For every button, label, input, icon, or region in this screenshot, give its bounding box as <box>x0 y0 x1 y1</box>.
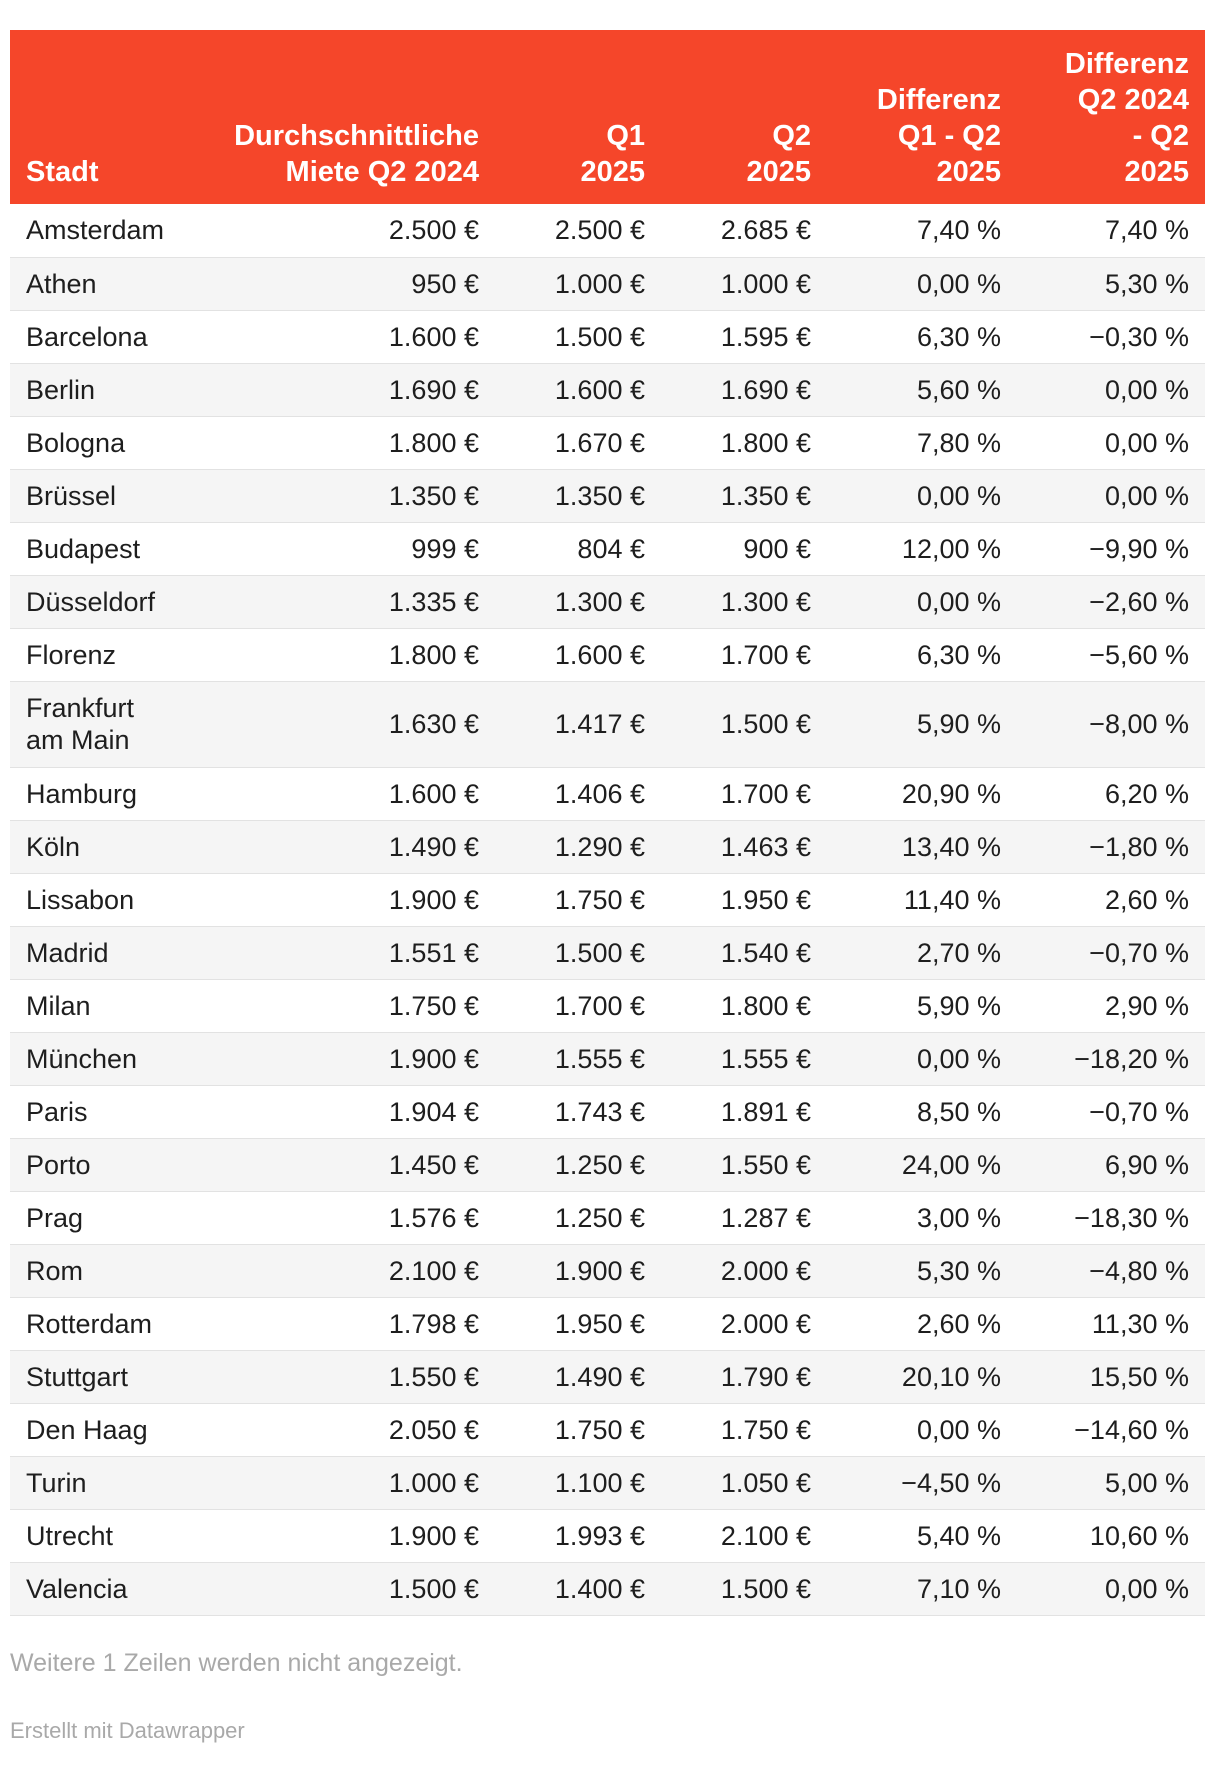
cell-differenz-q1-q2: 0,00 % <box>916 1414 1001 1445</box>
cell-differenz-q1-q2: 20,10 % <box>901 1361 1001 1392</box>
cell-differenz-q2-2024-q2-2025: −14,60 % <box>1074 1414 1189 1445</box>
cell-q1-2025: 1.417 € <box>554 709 645 739</box>
cell-miete-q2-2024: 1.000 € <box>388 1467 479 1498</box>
table-row <box>10 257 1205 310</box>
cell-differenz-q2-2024-q2-2025: 11,30 % <box>1091 1308 1189 1339</box>
cell-stadt: Stuttgart <box>26 1361 129 1392</box>
cell-q2-2025: 2.000 € <box>720 1308 811 1339</box>
cell-differenz-q2-2024-q2-2025: −18,30 % <box>1074 1202 1189 1233</box>
cell-q2-2025: 1.287 € <box>720 1202 811 1233</box>
cell-differenz-q2-2024-q2-2025: −8,00 % <box>1089 709 1189 739</box>
cell-miete-q2-2024: 1.690 € <box>388 374 479 405</box>
cell-q2-2025: 1.800 € <box>720 427 811 458</box>
cell-q1-2025: 1.600 € <box>554 374 645 405</box>
cell-differenz-q2-2024-q2-2025: 7,40 % <box>1104 215 1189 246</box>
cell-q1-2025: 1.350 € <box>554 480 645 511</box>
cell-stadt: Hamburg <box>26 778 138 809</box>
cell-differenz-q2-2024-q2-2025: 10,60 % <box>1089 1520 1189 1551</box>
cell-differenz-q1-q2: 8,50 % <box>916 1096 1001 1127</box>
cell-stadt: Milan <box>26 990 91 1021</box>
cell-miete-q2-2024: 1.800 € <box>388 639 479 670</box>
table-row <box>10 310 1205 363</box>
cell-miete-q2-2024: 1.490 € <box>388 831 479 862</box>
table-row <box>10 979 1205 1032</box>
cell-miete-q2-2024: 999 € <box>411 533 479 564</box>
cell-miete-q2-2024: 1.630 € <box>388 709 479 739</box>
cell-q2-2025: 1.700 € <box>720 639 811 670</box>
cell-differenz-q1-q2: 7,80 % <box>916 427 1001 458</box>
cell-q2-2025: 1.750 € <box>720 1414 811 1445</box>
cell-q2-2025: 1.790 € <box>720 1361 811 1392</box>
table-row <box>10 681 1205 767</box>
cell-q2-2025: 900 € <box>743 533 811 564</box>
cell-q2-2025: 1.000 € <box>720 268 811 299</box>
cell-q1-2025: 1.300 € <box>554 586 645 617</box>
cell-stadt: Paris <box>26 1096 88 1127</box>
cell-q2-2025: 1.500 € <box>720 709 811 739</box>
cell-q1-2025: 1.750 € <box>554 884 645 915</box>
cell-q2-2025: 1.950 € <box>720 884 811 915</box>
cell-stadt: Valencia <box>26 1573 128 1604</box>
cell-q1-2025: 1.750 € <box>554 1414 645 1445</box>
cell-q1-2025: 1.555 € <box>554 1043 645 1074</box>
cell-differenz-q2-2024-q2-2025: 5,30 % <box>1104 268 1189 299</box>
cell-stadt: Athen <box>26 268 97 299</box>
cell-q1-2025: 1.993 € <box>554 1520 645 1551</box>
table-row <box>10 1244 1205 1297</box>
cell-differenz-q1-q2: 5,90 % <box>916 990 1001 1021</box>
cell-differenz-q1-q2: 13,40 % <box>901 831 1001 862</box>
cell-q1-2025: 2.500 € <box>554 215 645 246</box>
cell-stadt: Den Haag <box>26 1414 148 1445</box>
table-row <box>10 416 1205 469</box>
table-row <box>10 204 1205 257</box>
datawrapper-credit[interactable]: Erstellt mit Datawrapper <box>10 1718 245 1743</box>
cell-stadt: Berlin <box>26 374 96 405</box>
cell-miete-q2-2024: 2.100 € <box>388 1255 479 1286</box>
table-row <box>10 1297 1205 1350</box>
cell-q1-2025: 1.400 € <box>554 1573 645 1604</box>
table-row <box>10 522 1205 575</box>
cell-stadt: Rom <box>26 1255 84 1286</box>
table-row <box>10 1509 1205 1562</box>
cell-q2-2025: 1.350 € <box>720 480 811 511</box>
cell-miete-q2-2024: 1.576 € <box>388 1202 479 1233</box>
cell-differenz-q1-q2: 6,30 % <box>916 639 1001 670</box>
column-header-q2-2025[interactable]: Q2 2025 <box>746 120 811 188</box>
cell-differenz-q2-2024-q2-2025: 6,90 % <box>1104 1149 1189 1180</box>
table-row <box>10 1403 1205 1456</box>
hidden-rows-note: Weitere 1 Zeilen werden nicht angezeigt. <box>10 1649 463 1677</box>
cell-q2-2025: 1.463 € <box>720 831 811 862</box>
cell-differenz-q1-q2: 3,00 % <box>916 1202 1001 1233</box>
cell-differenz-q2-2024-q2-2025: 0,00 % <box>1104 374 1189 405</box>
cell-differenz-q1-q2: 0,00 % <box>916 268 1001 299</box>
cell-differenz-q1-q2: 0,00 % <box>916 480 1001 511</box>
cell-q1-2025: 1.490 € <box>554 1361 645 1392</box>
cell-differenz-q2-2024-q2-2025: −0,30 % <box>1089 321 1189 352</box>
cell-stadt: Barcelona <box>26 321 148 352</box>
cell-differenz-q1-q2: 12,00 % <box>901 533 1001 564</box>
column-header-differenz-q1-q2[interactable]: Differenz Q1 - Q2 2025 <box>876 84 1001 188</box>
table-row <box>10 873 1205 926</box>
cell-differenz-q1-q2: 5,60 % <box>916 374 1001 405</box>
cell-miete-q2-2024: 1.551 € <box>388 937 479 968</box>
cell-miete-q2-2024: 1.798 € <box>388 1308 479 1339</box>
table-row <box>10 469 1205 522</box>
cell-q1-2025: 1.290 € <box>554 831 645 862</box>
cell-q2-2025: 2.685 € <box>720 215 811 246</box>
cell-stadt: Utrecht <box>26 1520 114 1551</box>
table-row <box>10 363 1205 416</box>
table-row <box>10 820 1205 873</box>
cell-stadt: Düsseldorf <box>26 586 156 617</box>
cell-q1-2025: 1.250 € <box>554 1202 645 1233</box>
cell-miete-q2-2024: 950 € <box>411 268 479 299</box>
table-row <box>10 767 1205 820</box>
cell-stadt: Frankfurt am Main <box>26 693 135 755</box>
cell-q1-2025: 1.700 € <box>554 990 645 1021</box>
table-row <box>10 1085 1205 1138</box>
cell-q1-2025: 1.743 € <box>554 1096 645 1127</box>
cell-differenz-q1-q2: 5,30 % <box>916 1255 1001 1286</box>
table-container <box>10 30 1205 1616</box>
cell-differenz-q2-2024-q2-2025: −4,80 % <box>1089 1255 1189 1286</box>
cell-miete-q2-2024: 1.450 € <box>388 1149 479 1180</box>
cell-miete-q2-2024: 1.900 € <box>388 1520 479 1551</box>
cell-differenz-q2-2024-q2-2025: −9,90 % <box>1089 533 1189 564</box>
cell-q2-2025: 1.690 € <box>720 374 811 405</box>
cell-miete-q2-2024: 1.350 € <box>388 480 479 511</box>
cell-differenz-q2-2024-q2-2025: −2,60 % <box>1089 586 1189 617</box>
cell-differenz-q2-2024-q2-2025: −5,60 % <box>1089 639 1189 670</box>
cell-stadt: Budapest <box>26 533 141 564</box>
cell-stadt: Amsterdam <box>26 215 165 246</box>
cell-q2-2025: 1.500 € <box>720 1573 811 1604</box>
cell-differenz-q1-q2: 6,30 % <box>916 321 1001 352</box>
cell-q2-2025: 1.595 € <box>720 321 811 352</box>
cell-stadt: Bologna <box>26 427 126 458</box>
cell-q1-2025: 1.900 € <box>554 1255 645 1286</box>
cell-differenz-q2-2024-q2-2025: −18,20 % <box>1074 1043 1189 1074</box>
cell-differenz-q2-2024-q2-2025: 0,00 % <box>1104 427 1189 458</box>
cell-q1-2025: 1.406 € <box>554 778 645 809</box>
table-body <box>10 204 1205 1615</box>
cell-differenz-q2-2024-q2-2025: 0,00 % <box>1104 1573 1189 1604</box>
table-row <box>10 628 1205 681</box>
cell-differenz-q1-q2: 2,70 % <box>916 937 1001 968</box>
cell-differenz-q2-2024-q2-2025: 2,90 % <box>1104 990 1189 1021</box>
table-row <box>10 575 1205 628</box>
cell-q2-2025: 1.800 € <box>720 990 811 1021</box>
cell-q2-2025: 1.550 € <box>720 1149 811 1180</box>
cell-differenz-q2-2024-q2-2025: −0,70 % <box>1089 937 1189 968</box>
cell-miete-q2-2024: 1.335 € <box>388 586 479 617</box>
cell-differenz-q1-q2: 11,40 % <box>903 884 1001 915</box>
cell-q1-2025: 804 € <box>577 533 645 564</box>
table-row <box>10 1562 1205 1615</box>
cell-differenz-q2-2024-q2-2025: 2,60 % <box>1104 884 1189 915</box>
cell-miete-q2-2024: 2.500 € <box>388 215 479 246</box>
cell-stadt: Porto <box>26 1149 91 1180</box>
cell-miete-q2-2024: 1.750 € <box>388 990 479 1021</box>
cell-stadt: Brüssel <box>26 480 117 511</box>
cell-q1-2025: 1.500 € <box>554 321 645 352</box>
cell-q2-2025: 1.300 € <box>720 586 811 617</box>
cell-differenz-q2-2024-q2-2025: −1,80 % <box>1089 831 1189 862</box>
cell-miete-q2-2024: 1.500 € <box>388 1573 479 1604</box>
cell-q2-2025: 1.700 € <box>720 778 811 809</box>
cell-differenz-q1-q2: 7,40 % <box>916 215 1001 246</box>
cell-miete-q2-2024: 1.900 € <box>388 1043 479 1074</box>
cell-differenz-q1-q2: 24,00 % <box>901 1149 1001 1180</box>
cell-stadt: Florenz <box>26 639 117 670</box>
table-row <box>10 926 1205 979</box>
cell-miete-q2-2024: 1.550 € <box>388 1361 479 1392</box>
cell-q2-2025: 1.050 € <box>720 1467 811 1498</box>
cell-q2-2025: 2.100 € <box>720 1520 811 1551</box>
cell-q1-2025: 1.670 € <box>554 427 645 458</box>
table-row <box>10 1456 1205 1509</box>
cell-q1-2025: 1.600 € <box>554 639 645 670</box>
column-header-stadt[interactable]: Stadt <box>26 156 99 188</box>
table-row <box>10 1191 1205 1244</box>
cell-q1-2025: 1.250 € <box>554 1149 645 1180</box>
cell-stadt: Lissabon <box>26 884 135 915</box>
cell-differenz-q2-2024-q2-2025: 15,50 % <box>1089 1361 1189 1392</box>
cell-miete-q2-2024: 1.800 € <box>388 427 479 458</box>
cell-q1-2025: 1.500 € <box>554 937 645 968</box>
cell-differenz-q2-2024-q2-2025: −0,70 % <box>1089 1096 1189 1127</box>
cell-q2-2025: 1.891 € <box>720 1096 811 1127</box>
cell-differenz-q2-2024-q2-2025: 0,00 % <box>1104 480 1189 511</box>
cell-stadt: München <box>26 1043 138 1074</box>
cell-q2-2025: 1.555 € <box>720 1043 811 1074</box>
cell-miete-q2-2024: 2.050 € <box>388 1414 479 1445</box>
cell-differenz-q1-q2: 20,90 % <box>901 778 1001 809</box>
cell-differenz-q1-q2: 0,00 % <box>916 586 1001 617</box>
column-header-q1-2025[interactable]: Q1 2025 <box>580 120 645 188</box>
cell-stadt: Rotterdam <box>26 1308 153 1339</box>
column-header-miete-q2-2024[interactable]: Durchschnittliche Miete Q2 2024 <box>234 120 479 188</box>
cell-miete-q2-2024: 1.900 € <box>388 884 479 915</box>
cell-differenz-q1-q2: 2,60 % <box>916 1308 1001 1339</box>
cell-miete-q2-2024: 1.600 € <box>388 321 479 352</box>
cell-differenz-q1-q2: 5,90 % <box>916 709 1001 739</box>
cell-differenz-q1-q2: −4,50 % <box>901 1467 1001 1498</box>
cell-miete-q2-2024: 1.904 € <box>388 1096 479 1127</box>
header-row <box>10 30 1205 204</box>
table-header <box>10 30 1205 204</box>
table-row <box>10 1138 1205 1191</box>
cell-stadt: Turin <box>26 1467 87 1498</box>
table-row <box>10 1032 1205 1085</box>
table-row <box>10 1350 1205 1403</box>
cell-differenz-q1-q2: 7,10 % <box>916 1573 1001 1604</box>
cell-q1-2025: 1.950 € <box>554 1308 645 1339</box>
cell-q2-2025: 2.000 € <box>720 1255 811 1286</box>
cell-differenz-q1-q2: 5,40 % <box>916 1520 1001 1551</box>
cell-differenz-q1-q2: 0,00 % <box>916 1043 1001 1074</box>
column-header-differenz-q2-2024-q2-2025[interactable]: Differenz Q2 2024 - Q2 2025 <box>1064 48 1189 188</box>
cell-stadt: Madrid <box>26 937 109 968</box>
cell-differenz-q2-2024-q2-2025: 6,20 % <box>1104 778 1189 809</box>
cell-stadt: Prag <box>26 1202 84 1233</box>
cell-q1-2025: 1.100 € <box>554 1467 645 1498</box>
cell-miete-q2-2024: 1.600 € <box>388 778 479 809</box>
cell-q2-2025: 1.540 € <box>720 937 811 968</box>
rent-table <box>10 30 1205 1616</box>
cell-stadt: Köln <box>26 831 81 862</box>
cell-q1-2025: 1.000 € <box>554 268 645 299</box>
cell-differenz-q2-2024-q2-2025: 5,00 % <box>1104 1467 1189 1498</box>
